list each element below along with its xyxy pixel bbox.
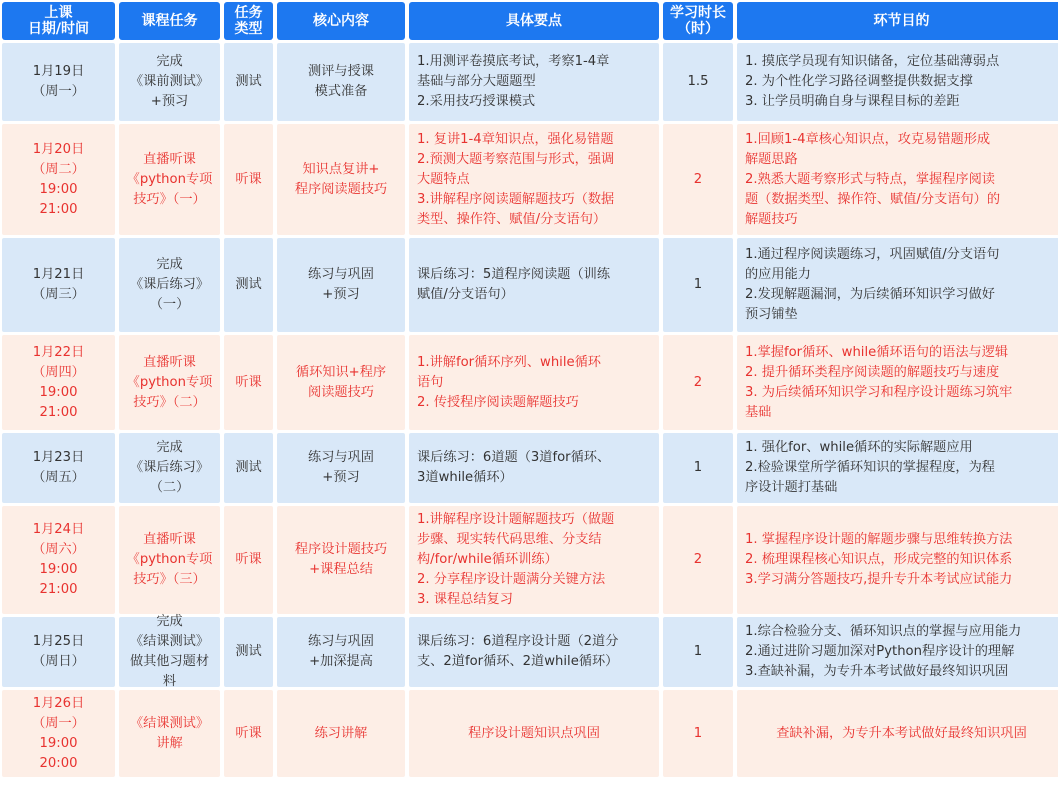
row-3-date: 1月21日 （周三）	[2, 238, 115, 332]
row-5-hours: 1	[663, 433, 733, 503]
row-4-hours: 2	[663, 335, 733, 430]
row-7-points: 课后练习：6道程序设计题（2道分 支、2道for循环、2道while循环）	[409, 617, 659, 687]
row-3-hours: 1	[663, 238, 733, 332]
row-8-core: 练习讲解	[277, 690, 405, 777]
row-7-type: 测试	[224, 617, 273, 687]
row-2-hours: 2	[663, 124, 733, 235]
row-3-points: 课后练习：5道程序阅读题（训练 赋值/分支语句）	[409, 238, 659, 332]
row-3-type: 测试	[224, 238, 273, 332]
row-6-core: 程序设计题技巧 +课程总结	[277, 506, 405, 614]
row-1-hours: 1.5	[663, 43, 733, 121]
row-4-core: 循环知识+程序 阅读题技巧	[277, 335, 405, 430]
row-8-hours: 1	[663, 690, 733, 777]
row-7-task: 完成 《结课测试》 做其他习题材料	[119, 617, 220, 687]
row-6-points: 1.讲解程序设计题解题技巧（做题 步骤、现实转代码思维、分支结 构/for/while循环训练） 2. 分享程序设计题满分关键方法 3. 课程总结复习	[409, 506, 659, 614]
row-5-date: 1月23日 （周五）	[2, 433, 115, 503]
row-3-goal: 1.通过程序阅读题练习，巩固赋值/分支语句 的应用能力 2.发现解题漏洞，为后续循环知识学习做好 预习铺垫	[737, 238, 1058, 332]
row-6-goal: 1. 掌握程序设计题的解题步骤与思维转换方法 2. 梳理课程核心知识点，形成完整的知识体系 3.学习满分答题技巧,提升专升本考试应试能力	[737, 506, 1058, 614]
row-7-date: 1月25日 （周日）	[2, 617, 115, 687]
header-core: 核心内容	[277, 2, 405, 40]
row-4-type: 听课	[224, 335, 273, 430]
row-5-points: 课后练习：6道题（3道for循环、 3道while循环）	[409, 433, 659, 503]
row-7-hours: 1	[663, 617, 733, 687]
row-6-task: 直播听课 《python专项 技巧》（三）	[119, 506, 220, 614]
row-4-task: 直播听课 《python专项 技巧》（二）	[119, 335, 220, 430]
row-6-hours: 2	[663, 506, 733, 614]
row-1-date: 1月19日 （周一）	[2, 43, 115, 121]
row-8-task: 《结课测试》 讲解	[119, 690, 220, 777]
row-7-goal: 1.综合检验分支、循环知识点的掌握与应用能力 2.通过进阶习题加深对Python程序设计的理解 3.查缺补漏，为专升本考试做好最终知识巩固	[737, 617, 1058, 687]
row-5-core: 练习与巩固 +预习	[277, 433, 405, 503]
row-6-type: 听课	[224, 506, 273, 614]
row-2-points: 1. 复讲1-4章知识点，强化易错题 2.预测大题考察范围与形式，强调 大题特点 3.讲解程序阅读题解题技巧（数据 类型、操作符、赋值/分支语句）	[409, 124, 659, 235]
row-2-task: 直播听课 《python专项 技巧》（一）	[119, 124, 220, 235]
header-hours: 学习时长 （时）	[663, 2, 733, 40]
row-5-type: 测试	[224, 433, 273, 503]
row-1-goal: 1. 摸底学员现有知识储备，定位基础薄弱点 2. 为个性化学习路径调整提供数据支撑 3. 让学员明确自身与课程目标的差距	[737, 43, 1058, 121]
row-1-points: 1.用测评卷摸底考试，考察1-4章 基础与部分大题题型 2.采用技巧授课模式	[409, 43, 659, 121]
row-8-type: 听课	[224, 690, 273, 777]
row-2-date: 1月20日 （周二） 19:00 21:00	[2, 124, 115, 235]
row-4-goal: 1.掌握for循环、while循环语句的语法与逻辑 2. 提升循环类程序阅读题的解题技巧与速度 3. 为后续循环知识学习和程序设计题练习筑牢 基础	[737, 335, 1058, 430]
row-8-date: 1月26日 （周一） 19:00 20:00	[2, 690, 115, 777]
header-points: 具体要点	[409, 2, 659, 40]
row-1-core: 测评与授课 模式准备	[277, 43, 405, 121]
header-date: 上课 日期/时间	[2, 2, 115, 40]
row-5-task: 完成 《课后练习》 （二）	[119, 433, 220, 503]
row-2-core: 知识点复讲+ 程序阅读题技巧	[277, 124, 405, 235]
row-8-points: 程序设计题知识点巩固	[409, 690, 659, 777]
schedule-table	[2, 2, 1058, 777]
header-task: 课程任务	[119, 2, 220, 40]
header-type: 任务 类型	[224, 2, 273, 40]
row-4-date: 1月22日 （周四） 19:00 21:00	[2, 335, 115, 430]
header-goal: 环节目的	[737, 2, 1058, 40]
row-7-core: 练习与巩固 +加深提高	[277, 617, 405, 687]
row-3-core: 练习与巩固 +预习	[277, 238, 405, 332]
row-6-date: 1月24日 （周六） 19:00 21:00	[2, 506, 115, 614]
row-1-task: 完成 《课前测试》 +预习	[119, 43, 220, 121]
row-5-goal: 1. 强化for、while循环的实际解题应用 2.检验课堂所学循环知识的掌握程度，为程 序设计题打基础	[737, 433, 1058, 503]
row-1-type: 测试	[224, 43, 273, 121]
row-4-points: 1.讲解for循环序列、while循环 语句 2. 传授程序阅读题解题技巧	[409, 335, 659, 430]
row-2-goal: 1.回顾1-4章核心知识点，攻克易错题形成 解题思路 2.熟悉大题考察形式与特点，掌握程序阅读 题（数据类型、操作符、赋值/分支语句）的 解题技巧	[737, 124, 1058, 235]
row-8-goal: 查缺补漏，为专升本考试做好最终知识巩固	[737, 690, 1058, 777]
row-2-type: 听课	[224, 124, 273, 235]
row-3-task: 完成 《课后练习》 （一）	[119, 238, 220, 332]
